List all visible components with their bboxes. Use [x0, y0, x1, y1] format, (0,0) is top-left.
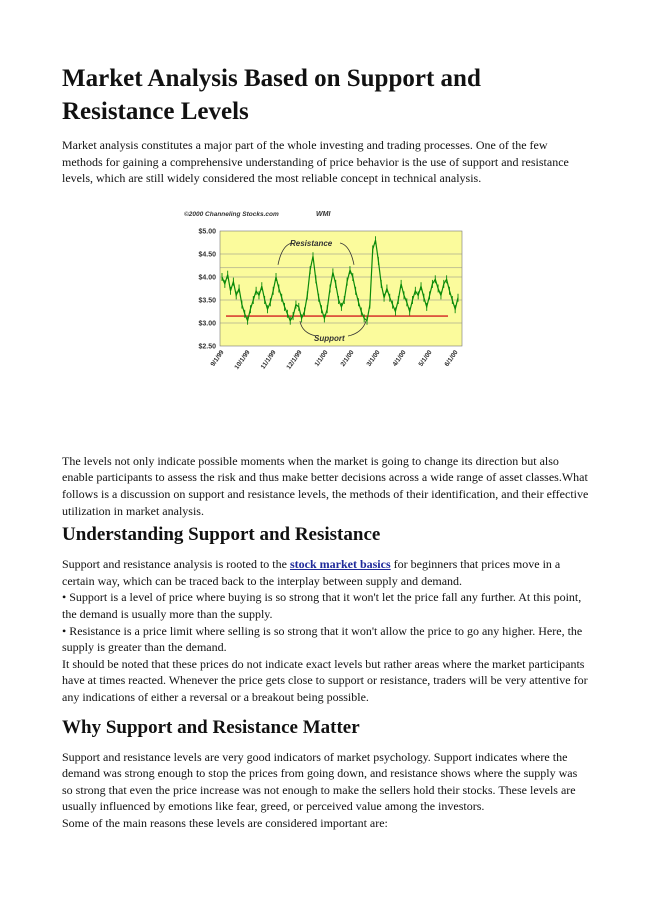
x-tick-label: 4/1/00: [391, 348, 408, 368]
x-tick-label: 3/1/00: [365, 348, 382, 368]
x-tick-label: 5/1/00: [417, 348, 434, 368]
understanding-text-before: Support and resistance analysis is rooted to the: [62, 557, 290, 572]
reasons-intro: Some of the main reasons these levels are considered important are:: [62, 815, 388, 830]
y-tick-label: $2.50: [198, 343, 216, 351]
y-tick-label: $4.00: [198, 274, 216, 282]
support-annotation: Support: [314, 333, 345, 343]
y-tick-label: $4.50: [198, 251, 216, 259]
x-tick-label: 11/1/99: [259, 348, 278, 371]
section-heading-understanding: Understanding Support and Resistance: [62, 524, 381, 546]
levels-paragraph: The levels not only indicate possible moments when the market is going to change its direction but also enable participants to assess the risk and thus make better decisions across a wide range of asset classes.What follows is a discussion on support and resistance levels, the methods of their identification, and their effective utilization in market analysis.: [62, 453, 589, 518]
x-tick-label: 10/1/99: [233, 348, 252, 371]
x-tick-label: 6/1/00: [443, 348, 460, 368]
x-tick-label: 9/1/99: [209, 348, 226, 368]
price-chart: [178, 205, 468, 395]
understanding-text-after: for beginners that prices move in a certain way, which can be traced back to the interplay between supply and demand.: [62, 557, 561, 588]
chart-ticker-label: WMI: [316, 210, 331, 218]
intro-paragraph: Market analysis constitutes a major part of the whole investing and trading processes. One of the few methods for gaining a comprehensive understanding of price behavior is the use of support and resistance levels, which are still widely considered the most reliable concept in technical analysis.: [62, 138, 569, 186]
resistance-bullet: • Resistance is a price limit where selling is so strong that it won't allow the price to go any higher. Here, the supply is greater than the demand.: [62, 623, 583, 655]
y-tick-label: $3.00: [198, 320, 216, 328]
x-tick-label: 2/1/00: [339, 348, 356, 368]
stock-market-basics-link[interactable]: stock market basics: [289, 557, 391, 572]
x-tick-label: 1/1/00: [313, 348, 330, 368]
resistance-annotation: Resistance: [290, 238, 333, 248]
x-tick-label: 12/1/99: [285, 348, 304, 371]
y-tick-label: $3.50: [198, 297, 216, 305]
support-bullet: • Support is a level of price where buying is so strong that it won't let the price fall any further. At this point, the demand is usually more than the supply.: [62, 590, 582, 621]
chart-source-label: ©2000 Channeling Stocks.com: [184, 210, 279, 218]
y-tick-label: $5.00: [198, 228, 216, 236]
price-chart-svg: [178, 205, 468, 395]
psychology-paragraph: Support and resistance levels are very good indicators of market psychology. Support indicates where the demand was strong enough to stop the prices from going down, and resistance shows where the supply was so strong that even the price increase was not enough to make the sellers hold their stocks. These levels are usually influenced by emotions like fear, greed, or perceived value among the investors.: [62, 749, 578, 814]
section-heading-why-matter: Why Support and Resistance Matter: [62, 716, 360, 738]
page-title: Market Analysis Based on Support and Resistance Levels: [62, 65, 481, 125]
document-page: [62, 62, 590, 831]
understanding-paragraph: [62, 556, 590, 589]
note-paragraph: It should be noted that these prices do not indicate exact levels but rather areas where the market participants have at times reacted. Whenever the price gets close to support or resistance, traders will be very attentive for any indications of either a reversal or a breakout being possible.: [62, 656, 588, 704]
